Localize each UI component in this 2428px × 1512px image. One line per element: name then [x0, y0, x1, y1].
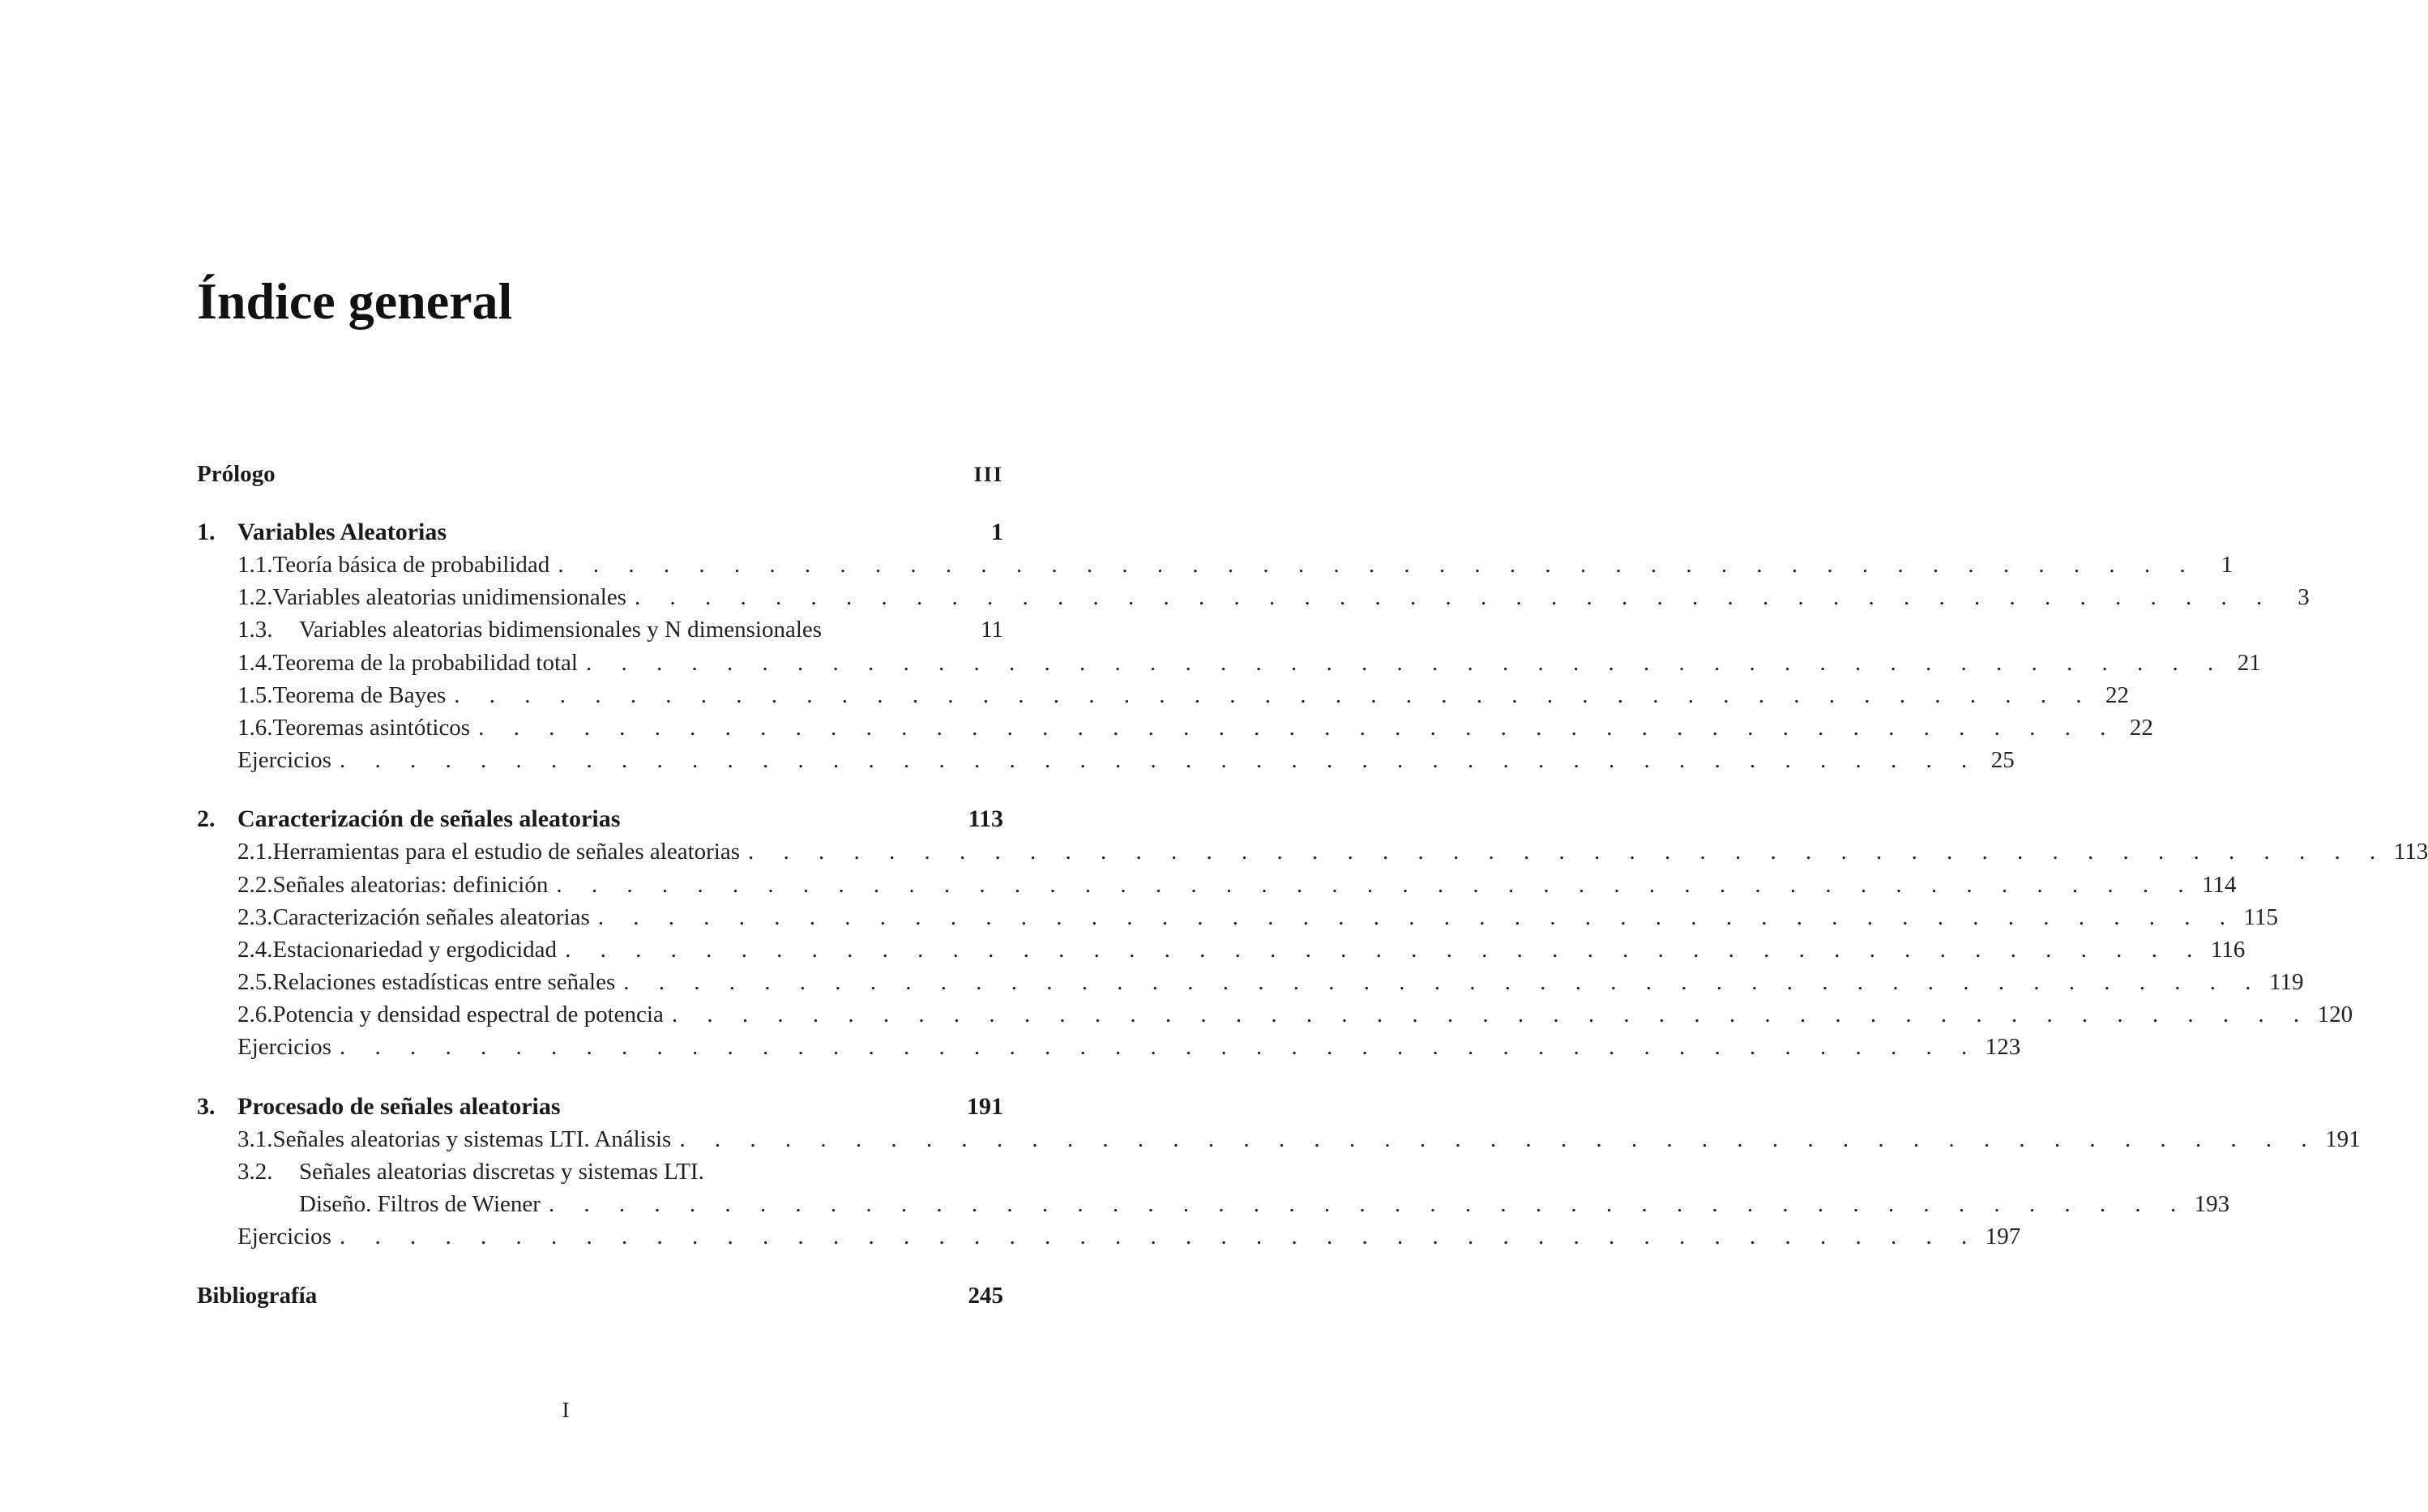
- section-number: 1.1.: [237, 552, 273, 578]
- chapter-title: Procesado de señales aleatorias: [237, 1092, 561, 1120]
- exercises-title: Ejercicios: [237, 1224, 331, 1250]
- prologue-page: III: [973, 463, 1003, 486]
- dot-leader: . . . . . . . . . . . . . . . . . . . . . . . . . . . . . . . . . . . . . . . . . . . . . . .: [597, 903, 2238, 930]
- section-page: 115: [2243, 903, 2278, 930]
- section-title: Teorema de Bayes: [272, 681, 447, 708]
- section-title: Estacionariedad y ergodicidad: [272, 936, 558, 963]
- toc-chapter-2[interactable]: [197, 803, 1003, 835]
- section-page: 21: [2237, 649, 2261, 676]
- toc-section-1-2[interactable]: [197, 581, 2310, 613]
- toc-section-2-2[interactable]: [197, 869, 2237, 901]
- section-number: 1.2.: [237, 584, 273, 611]
- toc-section-1-5[interactable]: [197, 679, 2130, 711]
- section-page: 22: [2129, 714, 2153, 741]
- dot-leader: . . . . . . . . . . . . . . . . . . . . . . . . . . . . . . . . . . . . . . . . . . . . . . .: [748, 839, 2387, 865]
- section-number: 3.2.: [237, 1158, 273, 1185]
- chapter-number: 3.: [197, 1092, 216, 1120]
- section-page: 11: [981, 617, 1003, 643]
- section-number: 2.6.: [237, 1002, 273, 1028]
- section-title: Señales aleatorias: definición: [272, 871, 549, 898]
- dot-leader: . . . . . . . . . . . . . . . . . . . . . . . . . . . . . . . . . . . . . . . . . . . . . . .: [548, 1191, 2188, 1217]
- dot-leader: . . . . . . . . . . . . . . . . . . . . . . . . . . . . . . . . . . . . . . . . . . . . . . .: [556, 871, 2196, 898]
- section-title: Variables aleatorias bidimensionales y N dimensionales: [299, 617, 823, 643]
- toc-entry-prologue[interactable]: [197, 458, 1003, 490]
- toc-section-2-3[interactable]: [197, 901, 2278, 933]
- section-page: 113: [2393, 839, 2428, 865]
- toc-section-2-1[interactable]: [197, 835, 2428, 868]
- section-number: 2.4.: [237, 936, 273, 963]
- section-page: 114: [2202, 871, 2237, 898]
- chapter-number: 2.: [197, 805, 216, 833]
- section-title-continued: Diseño. Filtros de Wiener: [299, 1191, 541, 1217]
- chapter-title: Caracterización de señales aleatorias: [237, 805, 621, 833]
- dot-leader: . . . . . . . . . . . . . . . . . . . . . . . . . . . . . . . . . . . . . . . . . . . . . . .: [565, 936, 2204, 963]
- dot-leader: . . . . . . . . . . . . . . . . . . . . . . . . . . . . . . . . . . . . . . . . . . . . . . .: [679, 1125, 2319, 1152]
- chapter-page: 191: [967, 1092, 1003, 1120]
- dot-leader: . . . . . . . . . . . . . . . . . . . . . . . . . . . . . . . . . . . . . . . . . . . . . . .: [623, 969, 2263, 996]
- toc-exercises-2[interactable]: [197, 1031, 2021, 1063]
- toc-section-1-1[interactable]: [197, 549, 2234, 581]
- toc-section-1-6[interactable]: [197, 711, 2153, 744]
- table-of-contents: [197, 458, 2428, 1312]
- section-number: 1.6.: [237, 714, 273, 741]
- section-number: 2.3.: [237, 903, 273, 930]
- exercises-title: Ejercicios: [237, 747, 331, 774]
- chapter-page: 113: [968, 805, 1003, 833]
- chapter-title: Variables Aleatorias: [237, 519, 447, 545]
- toc-section-3-2-continued[interactable]: [197, 1188, 2230, 1220]
- section-number: 3.1.: [237, 1125, 273, 1152]
- toc-section-2-6[interactable]: [197, 998, 2353, 1031]
- dot-leader: . . . . . . . . . . . . . . . . . . . . . . . . . . . . . . . . . . . . . . . . . . . . . . .: [634, 584, 2274, 611]
- chapter-page: 1: [991, 519, 1003, 545]
- section-title: Relaciones estadísticas entre señales: [272, 969, 616, 996]
- section-title: Señales aleatorias discretas y sistemas LTI.: [299, 1158, 704, 1185]
- section-page: 193: [2194, 1191, 2230, 1217]
- section-page: 116: [2210, 936, 2246, 963]
- section-page: 120: [2317, 1002, 2353, 1028]
- section-title: Potencia y densidad espectral de potencia: [272, 1002, 664, 1028]
- toc-section-2-5[interactable]: [197, 966, 2304, 998]
- dot-leader: . . . . . . . . . . . . . . . . . . . . . . . . . . . . . . . . . . . . . . . . . . . . . . .: [478, 714, 2118, 741]
- exercises-page: 25: [1990, 747, 2015, 774]
- section-title: Teorema de la probabilidad total: [272, 649, 578, 676]
- section-page: 1: [2221, 552, 2234, 578]
- section-title: Caracterización señales aleatorias: [272, 903, 590, 930]
- section-number: 1.3.: [237, 617, 273, 643]
- section-number: 2.2.: [237, 871, 273, 898]
- section-number: 2.1.: [237, 839, 273, 865]
- page-title: Índice general: [197, 272, 513, 330]
- toc-exercises-3[interactable]: [197, 1220, 2021, 1253]
- toc-chapter-1[interactable]: [197, 516, 1003, 549]
- section-title: Teoremas asintóticos: [272, 714, 471, 741]
- toc-section-1-3[interactable]: [197, 613, 1003, 646]
- section-page: 22: [2105, 681, 2130, 708]
- toc-section-3-1[interactable]: [197, 1123, 2361, 1155]
- section-page: 3: [2298, 584, 2310, 611]
- exercises-page: 197: [1985, 1224, 2021, 1250]
- dot-leader: . . . . . . . . . . . . . . . . . . . . . . . . . . . . . . . . . . . . . . . . . . . . . . .: [671, 1002, 2311, 1028]
- page-number: I: [562, 1398, 570, 1422]
- toc-section-2-4[interactable]: [197, 933, 2246, 966]
- bibliography-label: Bibliografía: [197, 1283, 318, 1309]
- toc-section-3-2[interactable]: [197, 1155, 1003, 1188]
- exercises-title: Ejercicios: [237, 1034, 331, 1061]
- dot-leader: . . . . . . . . . . . . . . . . . . . . . . . . . . . . . . . . . . . . . . . . . . . . . . .: [339, 1034, 1979, 1061]
- exercises-page: 123: [1985, 1034, 2021, 1061]
- dot-leader: . . . . . . . . . . . . . . . . . . . . . . . . . . . . . . . . . . . . . . . . . . . . . . .: [585, 649, 2225, 676]
- toc-exercises-1[interactable]: [197, 744, 2015, 776]
- toc-chapter-3[interactable]: [197, 1091, 1003, 1123]
- dot-leader: . . . . . . . . . . . . . . . . . . . . . . . . . . . . . . . . . . . . . . . . . . . . . . .: [558, 552, 2198, 578]
- section-title: Variables aleatorias unidimensionales: [272, 584, 626, 611]
- section-page: 119: [2269, 969, 2304, 996]
- chapter-number: 1.: [197, 519, 216, 545]
- prologue-label: Prólogo: [197, 461, 276, 487]
- toc-section-1-4[interactable]: [197, 647, 2261, 679]
- section-title: Teoría básica de probabilidad: [272, 552, 550, 578]
- section-page: 191: [2325, 1125, 2361, 1152]
- bibliography-page: 245: [968, 1283, 1003, 1309]
- toc-entry-bibliography[interactable]: [197, 1279, 1003, 1312]
- section-title: Herramientas para el estudio de señales aleatorias: [272, 839, 741, 865]
- section-title: Señales aleatorias y sistemas LTI. Análisis: [272, 1125, 672, 1152]
- section-number: 2.5.: [237, 969, 273, 996]
- dot-leader: . . . . . . . . . . . . . . . . . . . . . . . . . . . . . . . . . . . . . . . . . . . . . . .: [339, 747, 1979, 774]
- dot-leader: . . . . . . . . . . . . . . . . . . . . . . . . . . . . . . . . . . . . . . . . . . . . . . .: [454, 681, 2094, 708]
- dot-leader: . . . . . . . . . . . . . . . . . . . . . . . . . . . . . . . . . . . . . . . . . . . . . . .: [339, 1224, 1979, 1250]
- section-number: 1.5.: [237, 681, 273, 708]
- section-number: 1.4.: [237, 649, 273, 676]
